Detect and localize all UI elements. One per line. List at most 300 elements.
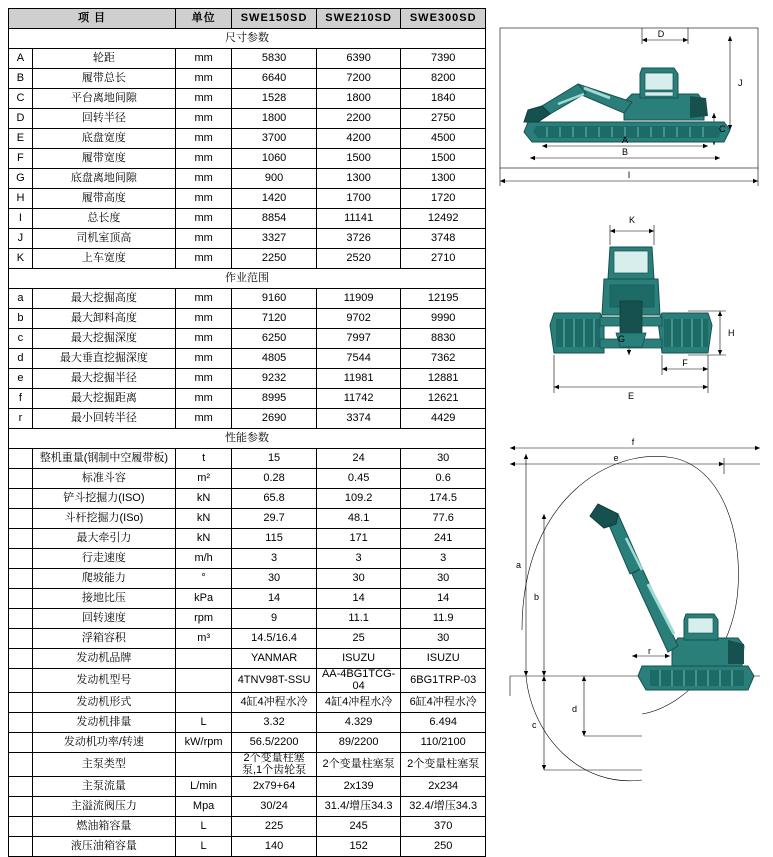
row-value-1: 1420: [232, 189, 317, 209]
table-row: [9, 753, 486, 777]
row-letter: F: [9, 149, 33, 169]
table-row: [9, 733, 486, 753]
row-value-2: 4200: [316, 129, 401, 149]
row-value-3: 12492: [401, 209, 486, 229]
row-value-2: AA-4BG1TCG-04: [316, 669, 401, 693]
table-row: [9, 69, 486, 89]
row-letter: B: [9, 69, 33, 89]
row-unit: m²: [175, 469, 231, 489]
row-unit: mm: [175, 349, 231, 369]
row-name: 履带总长: [32, 69, 175, 89]
row-unit: L: [175, 713, 231, 733]
row-name: 最大挖掘半径: [32, 369, 175, 389]
row-value-3: 8830: [401, 329, 486, 349]
row-value-2: 4缸4冲程水冷: [316, 693, 401, 713]
row-value-1: 9: [232, 609, 317, 629]
table-row: [9, 249, 486, 269]
row-unit: [175, 669, 231, 693]
row-value-2: 11141: [316, 209, 401, 229]
table-row: [9, 549, 486, 569]
row-name: 主泵类型: [32, 753, 175, 777]
row-unit: mm: [175, 189, 231, 209]
table-row: [9, 349, 486, 369]
row-unit: mm: [175, 49, 231, 69]
row-name: 最大牵引力: [32, 529, 175, 549]
row-letter: [9, 609, 33, 629]
row-value-3: 3748: [401, 229, 486, 249]
row-letter: [9, 753, 33, 777]
row-value-1: 3700: [232, 129, 317, 149]
table-row: [9, 109, 486, 129]
table-row: [9, 369, 486, 389]
row-value-2: 7200: [316, 69, 401, 89]
row-name: 履带高度: [32, 189, 175, 209]
row-value-1: 5830: [232, 49, 317, 69]
header-model-1: SWE150SD: [232, 9, 317, 29]
row-letter: I: [9, 209, 33, 229]
row-unit: L/min: [175, 777, 231, 797]
row-unit: mm: [175, 209, 231, 229]
row-unit: Mpa: [175, 797, 231, 817]
row-value-1: 6250: [232, 329, 317, 349]
row-unit: mm: [175, 149, 231, 169]
row-value-2: 24: [316, 449, 401, 469]
row-value-3: 2x234: [401, 777, 486, 797]
row-name: 接地比压: [32, 589, 175, 609]
row-name: 回转半径: [32, 109, 175, 129]
row-value-1: 0.28: [232, 469, 317, 489]
working-range-drawing: [492, 418, 770, 818]
row-name: 平台离地间隙: [32, 89, 175, 109]
row-value-3: 1500: [401, 149, 486, 169]
row-letter: [9, 817, 33, 837]
row-unit: mm: [175, 169, 231, 189]
row-value-3: 370: [401, 817, 486, 837]
row-letter: E: [9, 129, 33, 149]
section-title: 尺寸参数: [9, 29, 486, 49]
table-row: [9, 837, 486, 857]
row-value-1: 29.7: [232, 509, 317, 529]
row-value-3: 9990: [401, 309, 486, 329]
row-name: 最大挖掘高度: [32, 289, 175, 309]
label-I: I: [627, 170, 631, 180]
row-unit: [175, 753, 231, 777]
row-letter: f: [9, 389, 33, 409]
row-name: 主溢流阀压力: [32, 797, 175, 817]
row-value-3: 4429: [401, 409, 486, 429]
row-letter: [9, 669, 33, 693]
table-row: [9, 149, 486, 169]
row-name: 总长度: [32, 209, 175, 229]
row-letter: b: [9, 309, 33, 329]
row-letter: D: [9, 109, 33, 129]
row-value-3: 2个变量柱塞泵: [401, 753, 486, 777]
row-value-2: 2个变量柱塞泵: [316, 753, 401, 777]
row-value-1: 65.8: [232, 489, 317, 509]
row-value-1: 9160: [232, 289, 317, 309]
row-value-1: 1528: [232, 89, 317, 109]
row-name: 发动机品牌: [32, 649, 175, 669]
row-name: 轮距: [32, 49, 175, 69]
section-header-dimensions: [9, 29, 486, 49]
table-row: [9, 389, 486, 409]
table-row: [9, 589, 486, 609]
row-value-2: 109.2: [316, 489, 401, 509]
table-row: [9, 49, 486, 69]
row-name: 上车宽度: [32, 249, 175, 269]
row-unit: mm: [175, 89, 231, 109]
row-value-2: 7544: [316, 349, 401, 369]
row-value-1: 4TNV98T-SSU: [232, 669, 317, 693]
row-value-2: 1700: [316, 189, 401, 209]
row-unit: mm: [175, 409, 231, 429]
row-letter: c: [9, 329, 33, 349]
row-value-2: 3726: [316, 229, 401, 249]
row-value-3: 1300: [401, 169, 486, 189]
label-E: E: [627, 391, 635, 401]
row-unit: [175, 649, 231, 669]
row-value-3: 77.6: [401, 509, 486, 529]
row-value-2: 3: [316, 549, 401, 569]
row-value-1: 30: [232, 569, 317, 589]
row-value-1: 140: [232, 837, 317, 857]
row-unit: rpm: [175, 609, 231, 629]
table-row: [9, 329, 486, 349]
table-row: [9, 469, 486, 489]
row-name: 爬坡能力: [32, 569, 175, 589]
row-name: 最小回转半径: [32, 409, 175, 429]
row-letter: [9, 693, 33, 713]
row-value-2: 0.45: [316, 469, 401, 489]
row-letter: [9, 529, 33, 549]
row-letter: [9, 549, 33, 569]
row-unit: [175, 693, 231, 713]
row-name: 履带宽度: [32, 149, 175, 169]
section-title: 性能参数: [9, 429, 486, 449]
label-e: e: [613, 453, 619, 463]
row-name: 铲斗挖掘力(ISO): [32, 489, 175, 509]
row-unit: kPa: [175, 589, 231, 609]
row-value-1: 900: [232, 169, 317, 189]
row-value-1: 9232: [232, 369, 317, 389]
row-value-2: 7997: [316, 329, 401, 349]
row-unit: kW/rpm: [175, 733, 231, 753]
row-letter: A: [9, 49, 33, 69]
header-unit: 单位: [175, 9, 231, 29]
row-value-3: 2710: [401, 249, 486, 269]
row-name: 最大挖掘深度: [32, 329, 175, 349]
table-row: [9, 713, 486, 733]
row-value-2: 11981: [316, 369, 401, 389]
row-name: 最大挖掘距离: [32, 389, 175, 409]
row-value-1: 225: [232, 817, 317, 837]
label-d: d: [572, 704, 578, 714]
table-row: [9, 129, 486, 149]
table-row: [9, 609, 486, 629]
row-value-2: 1300: [316, 169, 401, 189]
row-value-3: 6缸4冲程水冷: [401, 693, 486, 713]
row-name: 发动机排量: [32, 713, 175, 733]
row-letter: r: [9, 409, 33, 429]
row-value-3: 6BG1TRP-03: [401, 669, 486, 693]
table-row: [9, 569, 486, 589]
row-value-2: 1800: [316, 89, 401, 109]
row-value-3: 7362: [401, 349, 486, 369]
row-value-3: 250: [401, 837, 486, 857]
row-value-1: 4缸4冲程水冷: [232, 693, 317, 713]
row-letter: [9, 777, 33, 797]
section-header-working-range: [9, 269, 486, 289]
row-value-2: 2520: [316, 249, 401, 269]
row-value-3: 12621: [401, 389, 486, 409]
row-unit: mm: [175, 369, 231, 389]
row-letter: C: [9, 89, 33, 109]
row-value-3: 6.494: [401, 713, 486, 733]
row-letter: J: [9, 229, 33, 249]
row-name: 回转速度: [32, 609, 175, 629]
row-value-3: 1720: [401, 189, 486, 209]
row-value-2: ISUZU: [316, 649, 401, 669]
row-value-2: 3374: [316, 409, 401, 429]
row-name: 主泵流量: [32, 777, 175, 797]
label-c: c: [532, 720, 537, 730]
row-value-1: 6640: [232, 69, 317, 89]
row-value-3: 3: [401, 549, 486, 569]
table-row: [9, 817, 486, 837]
table-row: [9, 229, 486, 249]
row-value-1: 14.5/16.4: [232, 629, 317, 649]
label-f: f: [631, 437, 635, 447]
row-name: 底盘离地间隙: [32, 169, 175, 189]
row-name: 发动机功率/转速: [32, 733, 175, 753]
label-A: A: [621, 135, 629, 145]
row-unit: mm: [175, 389, 231, 409]
row-name: 燃油箱容量: [32, 817, 175, 837]
label-a: a: [516, 560, 522, 570]
row-letter: [9, 489, 33, 509]
row-value-1: 3: [232, 549, 317, 569]
row-value-1: 7120: [232, 309, 317, 329]
row-value-1: 8995: [232, 389, 317, 409]
row-letter: [9, 733, 33, 753]
row-letter: [9, 797, 33, 817]
row-value-3: 4500: [401, 129, 486, 149]
row-value-3: 12195: [401, 289, 486, 309]
row-letter: K: [9, 249, 33, 269]
table-row: [9, 449, 486, 469]
row-unit: mm: [175, 69, 231, 89]
row-unit: mm: [175, 249, 231, 269]
row-value-2: 245: [316, 817, 401, 837]
table-row: [9, 189, 486, 209]
label-D: D: [657, 29, 665, 39]
table-row: [9, 309, 486, 329]
row-value-3: 2750: [401, 109, 486, 129]
row-unit: t: [175, 449, 231, 469]
row-value-2: 89/2200: [316, 733, 401, 753]
row-unit: mm: [175, 309, 231, 329]
row-value-3: 8200: [401, 69, 486, 89]
row-letter: a: [9, 289, 33, 309]
row-value-2: 11.1: [316, 609, 401, 629]
table-row: [9, 169, 486, 189]
section-title: 作业范围: [9, 269, 486, 289]
row-unit: mm: [175, 229, 231, 249]
row-value-2: 2x139: [316, 777, 401, 797]
row-value-1: 2690: [232, 409, 317, 429]
row-unit: kN: [175, 489, 231, 509]
row-value-2: 1500: [316, 149, 401, 169]
row-value-2: 30: [316, 569, 401, 589]
row-value-2: 9702: [316, 309, 401, 329]
row-value-2: 2200: [316, 109, 401, 129]
row-value-1: 2个变量柱塞泵,1个齿轮泵: [232, 753, 317, 777]
header-model-2: SWE210SD: [316, 9, 401, 29]
row-value-2: 48.1: [316, 509, 401, 529]
row-name: 整机重量(钢制中空履带板): [32, 449, 175, 469]
row-value-1: 2250: [232, 249, 317, 269]
row-letter: [9, 649, 33, 669]
row-letter: d: [9, 349, 33, 369]
label-b: b: [534, 592, 540, 602]
row-letter: G: [9, 169, 33, 189]
row-name: 行走速度: [32, 549, 175, 569]
row-value-1: 3.32: [232, 713, 317, 733]
row-value-1: 15: [232, 449, 317, 469]
row-name: 斗杆挖掘力(ISo): [32, 509, 175, 529]
row-unit: m³: [175, 629, 231, 649]
table-row: [9, 289, 486, 309]
row-letter: [9, 837, 33, 857]
label-F: F: [682, 358, 688, 368]
row-letter: [9, 713, 33, 733]
row-name: 标准斗容: [32, 469, 175, 489]
row-letter: [9, 589, 33, 609]
row-value-3: 1840: [401, 89, 486, 109]
row-name: 最大垂直挖掘深度: [32, 349, 175, 369]
row-unit: kN: [175, 529, 231, 549]
row-unit: °: [175, 569, 231, 589]
row-value-3: 7390: [401, 49, 486, 69]
label-H: H: [728, 328, 735, 338]
row-unit: mm: [175, 109, 231, 129]
side-view-drawing: [492, 18, 767, 193]
row-value-1: 8854: [232, 209, 317, 229]
row-name: 发动机形式: [32, 693, 175, 713]
label-K: K: [628, 215, 636, 225]
row-letter: [9, 629, 33, 649]
specification-table-container: [8, 8, 486, 857]
row-unit: m/h: [175, 549, 231, 569]
label-r: r: [648, 646, 651, 656]
row-value-3: ISUZU: [401, 649, 486, 669]
table-row: [9, 693, 486, 713]
row-name: 司机室顶高: [32, 229, 175, 249]
row-value-2: 11742: [316, 389, 401, 409]
row-unit: L: [175, 817, 231, 837]
label-C: C: [719, 124, 726, 134]
row-value-3: 174.5: [401, 489, 486, 509]
row-value-1: 115: [232, 529, 317, 549]
row-value-3: 241: [401, 529, 486, 549]
row-letter: [9, 449, 33, 469]
row-letter: H: [9, 189, 33, 209]
front-view-drawing: [492, 205, 767, 405]
table-row: [9, 529, 486, 549]
row-unit: L: [175, 837, 231, 857]
row-value-1: 1060: [232, 149, 317, 169]
row-letter: e: [9, 369, 33, 389]
table-row: [9, 649, 486, 669]
header-model-3: SWE300SD: [401, 9, 486, 29]
table-row: [9, 409, 486, 429]
label-B: B: [621, 147, 629, 157]
row-value-3: 32.4/增压34.3: [401, 797, 486, 817]
table-row: [9, 209, 486, 229]
row-value-2: 31.4/增压34.3: [316, 797, 401, 817]
table-row: [9, 629, 486, 649]
row-unit: mm: [175, 129, 231, 149]
row-value-3: 0.6: [401, 469, 486, 489]
row-value-3: 30: [401, 449, 486, 469]
specification-table: [8, 8, 486, 857]
row-letter: [9, 569, 33, 589]
row-name: 底盘宽度: [32, 129, 175, 149]
row-value-2: 171: [316, 529, 401, 549]
row-unit: kN: [175, 509, 231, 529]
row-letter: [9, 509, 33, 529]
row-value-2: 14: [316, 589, 401, 609]
row-unit: mm: [175, 289, 231, 309]
row-value-3: 30: [401, 629, 486, 649]
table-row: [9, 797, 486, 817]
row-value-3: 110/2100: [401, 733, 486, 753]
table-row: [9, 509, 486, 529]
row-value-3: 11.9: [401, 609, 486, 629]
row-value-1: 3327: [232, 229, 317, 249]
row-value-1: 1800: [232, 109, 317, 129]
table-row: [9, 89, 486, 109]
row-value-3: 14: [401, 589, 486, 609]
row-value-2: 4.329: [316, 713, 401, 733]
table-row: [9, 489, 486, 509]
row-value-2: 152: [316, 837, 401, 857]
row-value-1: 2x79+64: [232, 777, 317, 797]
row-letter: [9, 469, 33, 489]
row-value-1: 4805: [232, 349, 317, 369]
row-value-1: 14: [232, 589, 317, 609]
section-header-performance: [9, 429, 486, 449]
table-row: [9, 777, 486, 797]
label-J: J: [738, 78, 743, 88]
row-name: 液压油箱容量: [32, 837, 175, 857]
row-value-3: 30: [401, 569, 486, 589]
row-value-1: 56.5/2200: [232, 733, 317, 753]
row-value-2: 11909: [316, 289, 401, 309]
row-value-2: 6390: [316, 49, 401, 69]
row-name: 浮箱容积: [32, 629, 175, 649]
row-unit: mm: [175, 329, 231, 349]
header-item: 项 目: [9, 9, 176, 29]
row-value-1: 30/24: [232, 797, 317, 817]
table-row: [9, 669, 486, 693]
row-value-2: 25: [316, 629, 401, 649]
label-G: G: [618, 334, 626, 344]
row-name: 最大卸料高度: [32, 309, 175, 329]
row-name: 发动机型号: [32, 669, 175, 693]
row-value-3: 12881: [401, 369, 486, 389]
row-value-1: YANMAR: [232, 649, 317, 669]
